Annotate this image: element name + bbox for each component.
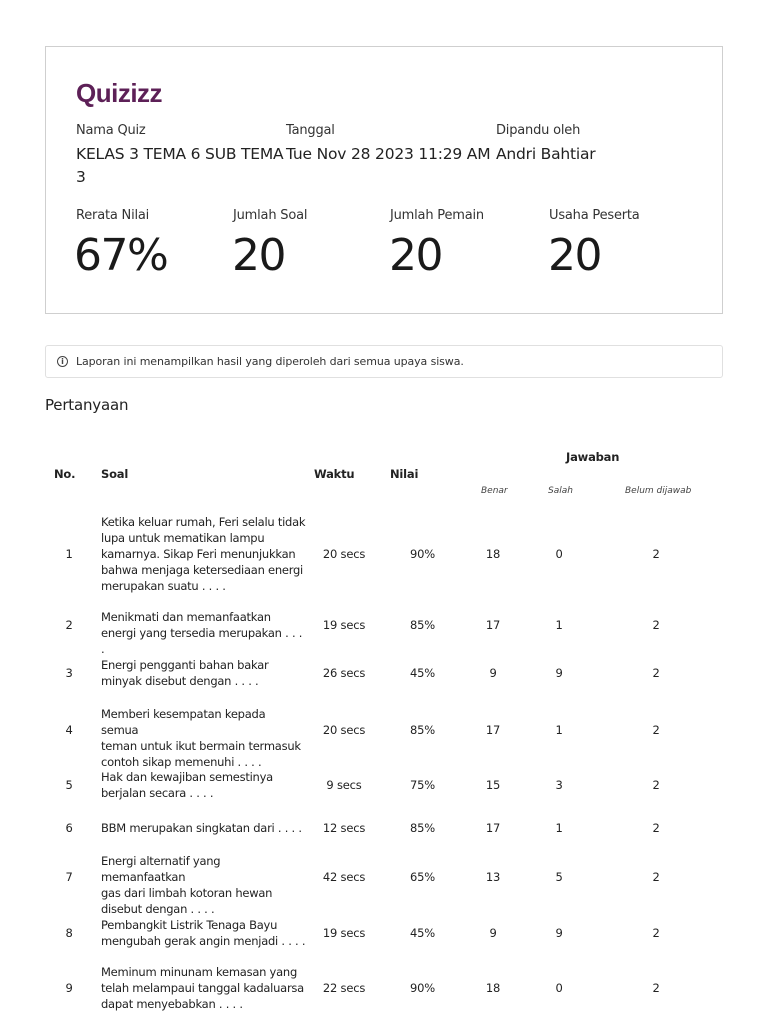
time-value: 42 secs bbox=[322, 870, 366, 884]
info-banner bbox=[45, 345, 723, 378]
wrong-count: 1 bbox=[555, 723, 563, 737]
correct-count: 15 bbox=[485, 778, 501, 792]
header-no: No. bbox=[54, 467, 76, 481]
correct-count: 17 bbox=[485, 821, 501, 835]
header-answers: Jawaban bbox=[566, 450, 620, 464]
wrong-count: 3 bbox=[555, 778, 563, 792]
row-number: 2 bbox=[65, 618, 73, 632]
host-label: Dipandu oleh bbox=[496, 123, 581, 138]
row-number: 7 bbox=[65, 870, 73, 884]
score-value: 65% bbox=[410, 870, 435, 884]
time-value: 20 secs bbox=[322, 723, 366, 737]
attempt-count-value: 20 bbox=[548, 230, 601, 281]
subheader-wrong: Salah bbox=[548, 486, 573, 496]
question-text: Pembangkit Listrik Tenaga Bayu mengubah gerak angin menjadi . . . . bbox=[101, 918, 306, 948]
question-count-value: 20 bbox=[232, 230, 285, 281]
unanswered-count: 2 bbox=[652, 981, 660, 995]
attempt-count-label: Usaha Peserta bbox=[549, 208, 640, 223]
row-number: 6 bbox=[65, 821, 73, 835]
row-number: 9 bbox=[65, 981, 73, 995]
unanswered-count: 2 bbox=[652, 547, 660, 561]
row-number: 4 bbox=[65, 723, 73, 737]
table-row bbox=[45, 657, 723, 689]
average-score-value: 67% bbox=[74, 230, 168, 281]
wrong-count: 9 bbox=[555, 666, 563, 680]
correct-count: 9 bbox=[489, 926, 497, 940]
score-value: 45% bbox=[410, 926, 435, 940]
question-text: Hak dan kewajiban semestinya berjalan secara . . . . bbox=[101, 770, 273, 800]
info-banner-text: Laporan ini menampilkan hasil yang diperoleh dari semua upaya siswa. bbox=[76, 355, 464, 368]
header-time: Waktu bbox=[314, 467, 355, 481]
quiz-name-label: Nama Quiz bbox=[76, 123, 146, 138]
row-number: 1 bbox=[65, 547, 73, 561]
time-value: 19 secs bbox=[322, 926, 366, 940]
table-row bbox=[45, 964, 723, 1012]
correct-count: 13 bbox=[485, 870, 501, 884]
unanswered-count: 2 bbox=[652, 723, 660, 737]
host-value: Andri Bahtiar bbox=[496, 145, 596, 163]
info-icon: i bbox=[57, 356, 68, 367]
score-value: 45% bbox=[410, 666, 435, 680]
unanswered-count: 2 bbox=[652, 870, 660, 884]
svg-text:Quizizz: Quizizz bbox=[76, 78, 163, 108]
unanswered-count: 2 bbox=[652, 618, 660, 632]
question-text: Energi pengganti bahan bakar minyak disebut dengan . . . . bbox=[101, 658, 269, 688]
table-row bbox=[45, 609, 723, 656]
wrong-count: 9 bbox=[555, 926, 563, 940]
question-count-label: Jumlah Soal bbox=[233, 208, 308, 223]
time-value: 9 secs bbox=[326, 778, 362, 792]
correct-count: 17 bbox=[485, 618, 501, 632]
player-count-value: 20 bbox=[389, 230, 442, 281]
quizizz-logo bbox=[76, 77, 176, 109]
table-row bbox=[45, 820, 723, 836]
header-score: Nilai bbox=[390, 467, 419, 481]
questions-section-title: Pertanyaan bbox=[45, 396, 129, 414]
question-text: BBM merupakan singkatan dari . . . . bbox=[101, 821, 302, 835]
table-row bbox=[45, 917, 723, 949]
question-text: Ketika keluar rumah, Feri selalu tidak lupa untuk mematikan lampu kamarnya. Sikap Feri menunjukkan bahwa menjaga ketersediaan energi merupakan suatu . . . . bbox=[101, 515, 306, 593]
time-value: 12 secs bbox=[322, 821, 366, 835]
question-text: Menikmati dan memanfaatkan energi yang tersedia merupakan . . . . bbox=[101, 610, 303, 656]
time-value: 26 secs bbox=[322, 666, 366, 680]
question-text: Meminum minunam kemasan yang telah melampaui tanggal kadaluarsa dapat menyebabkan . . . . bbox=[101, 965, 304, 1011]
subheader-correct: Benar bbox=[481, 486, 508, 496]
average-score-label: Rerata Nilai bbox=[76, 208, 150, 223]
time-value: 20 secs bbox=[322, 547, 366, 561]
row-number: 8 bbox=[65, 926, 73, 940]
score-value: 90% bbox=[410, 547, 435, 561]
question-text: Energi alternatif yang memanfaatkan gas dari limbah kotoran hewan disebut dengan . . . . bbox=[101, 854, 273, 916]
header-question: Soal bbox=[101, 467, 129, 481]
row-number: 3 bbox=[65, 666, 73, 680]
time-value: 22 secs bbox=[322, 981, 366, 995]
wrong-count: 0 bbox=[555, 981, 563, 995]
wrong-count: 0 bbox=[555, 547, 563, 561]
date-label: Tanggal bbox=[286, 123, 335, 138]
table-row bbox=[45, 769, 723, 801]
correct-count: 18 bbox=[485, 981, 501, 995]
row-number: 5 bbox=[65, 778, 73, 792]
correct-count: 18 bbox=[485, 547, 501, 561]
score-value: 85% bbox=[410, 723, 435, 737]
player-count-label: Jumlah Pemain bbox=[390, 208, 484, 223]
score-value: 75% bbox=[410, 778, 435, 792]
score-value: 90% bbox=[410, 981, 435, 995]
correct-count: 17 bbox=[485, 723, 501, 737]
date-value: Tue Nov 28 2023 11:29 AM bbox=[286, 145, 491, 163]
quiz-name-value: KELAS 3 TEMA 6 SUB TEMA 3 bbox=[76, 145, 284, 186]
wrong-count: 5 bbox=[555, 870, 563, 884]
subheader-unanswered: Belum dijawab bbox=[625, 486, 692, 496]
score-value: 85% bbox=[410, 618, 435, 632]
table-row bbox=[45, 853, 723, 916]
correct-count: 9 bbox=[489, 666, 497, 680]
question-text: Memberi kesempatan kepada semua teman untuk ikut bermain termasuk contoh sikap memenuhi . . . . bbox=[101, 707, 301, 769]
table-row bbox=[45, 706, 723, 769]
score-value: 85% bbox=[410, 821, 435, 835]
unanswered-count: 2 bbox=[652, 778, 660, 792]
time-value: 19 secs bbox=[322, 618, 366, 632]
unanswered-count: 2 bbox=[652, 926, 660, 940]
unanswered-count: 2 bbox=[652, 821, 660, 835]
wrong-count: 1 bbox=[555, 618, 563, 632]
unanswered-count: 2 bbox=[652, 666, 660, 680]
quiz-summary-card bbox=[45, 46, 723, 314]
table-row bbox=[45, 514, 723, 594]
wrong-count: 1 bbox=[555, 821, 563, 835]
